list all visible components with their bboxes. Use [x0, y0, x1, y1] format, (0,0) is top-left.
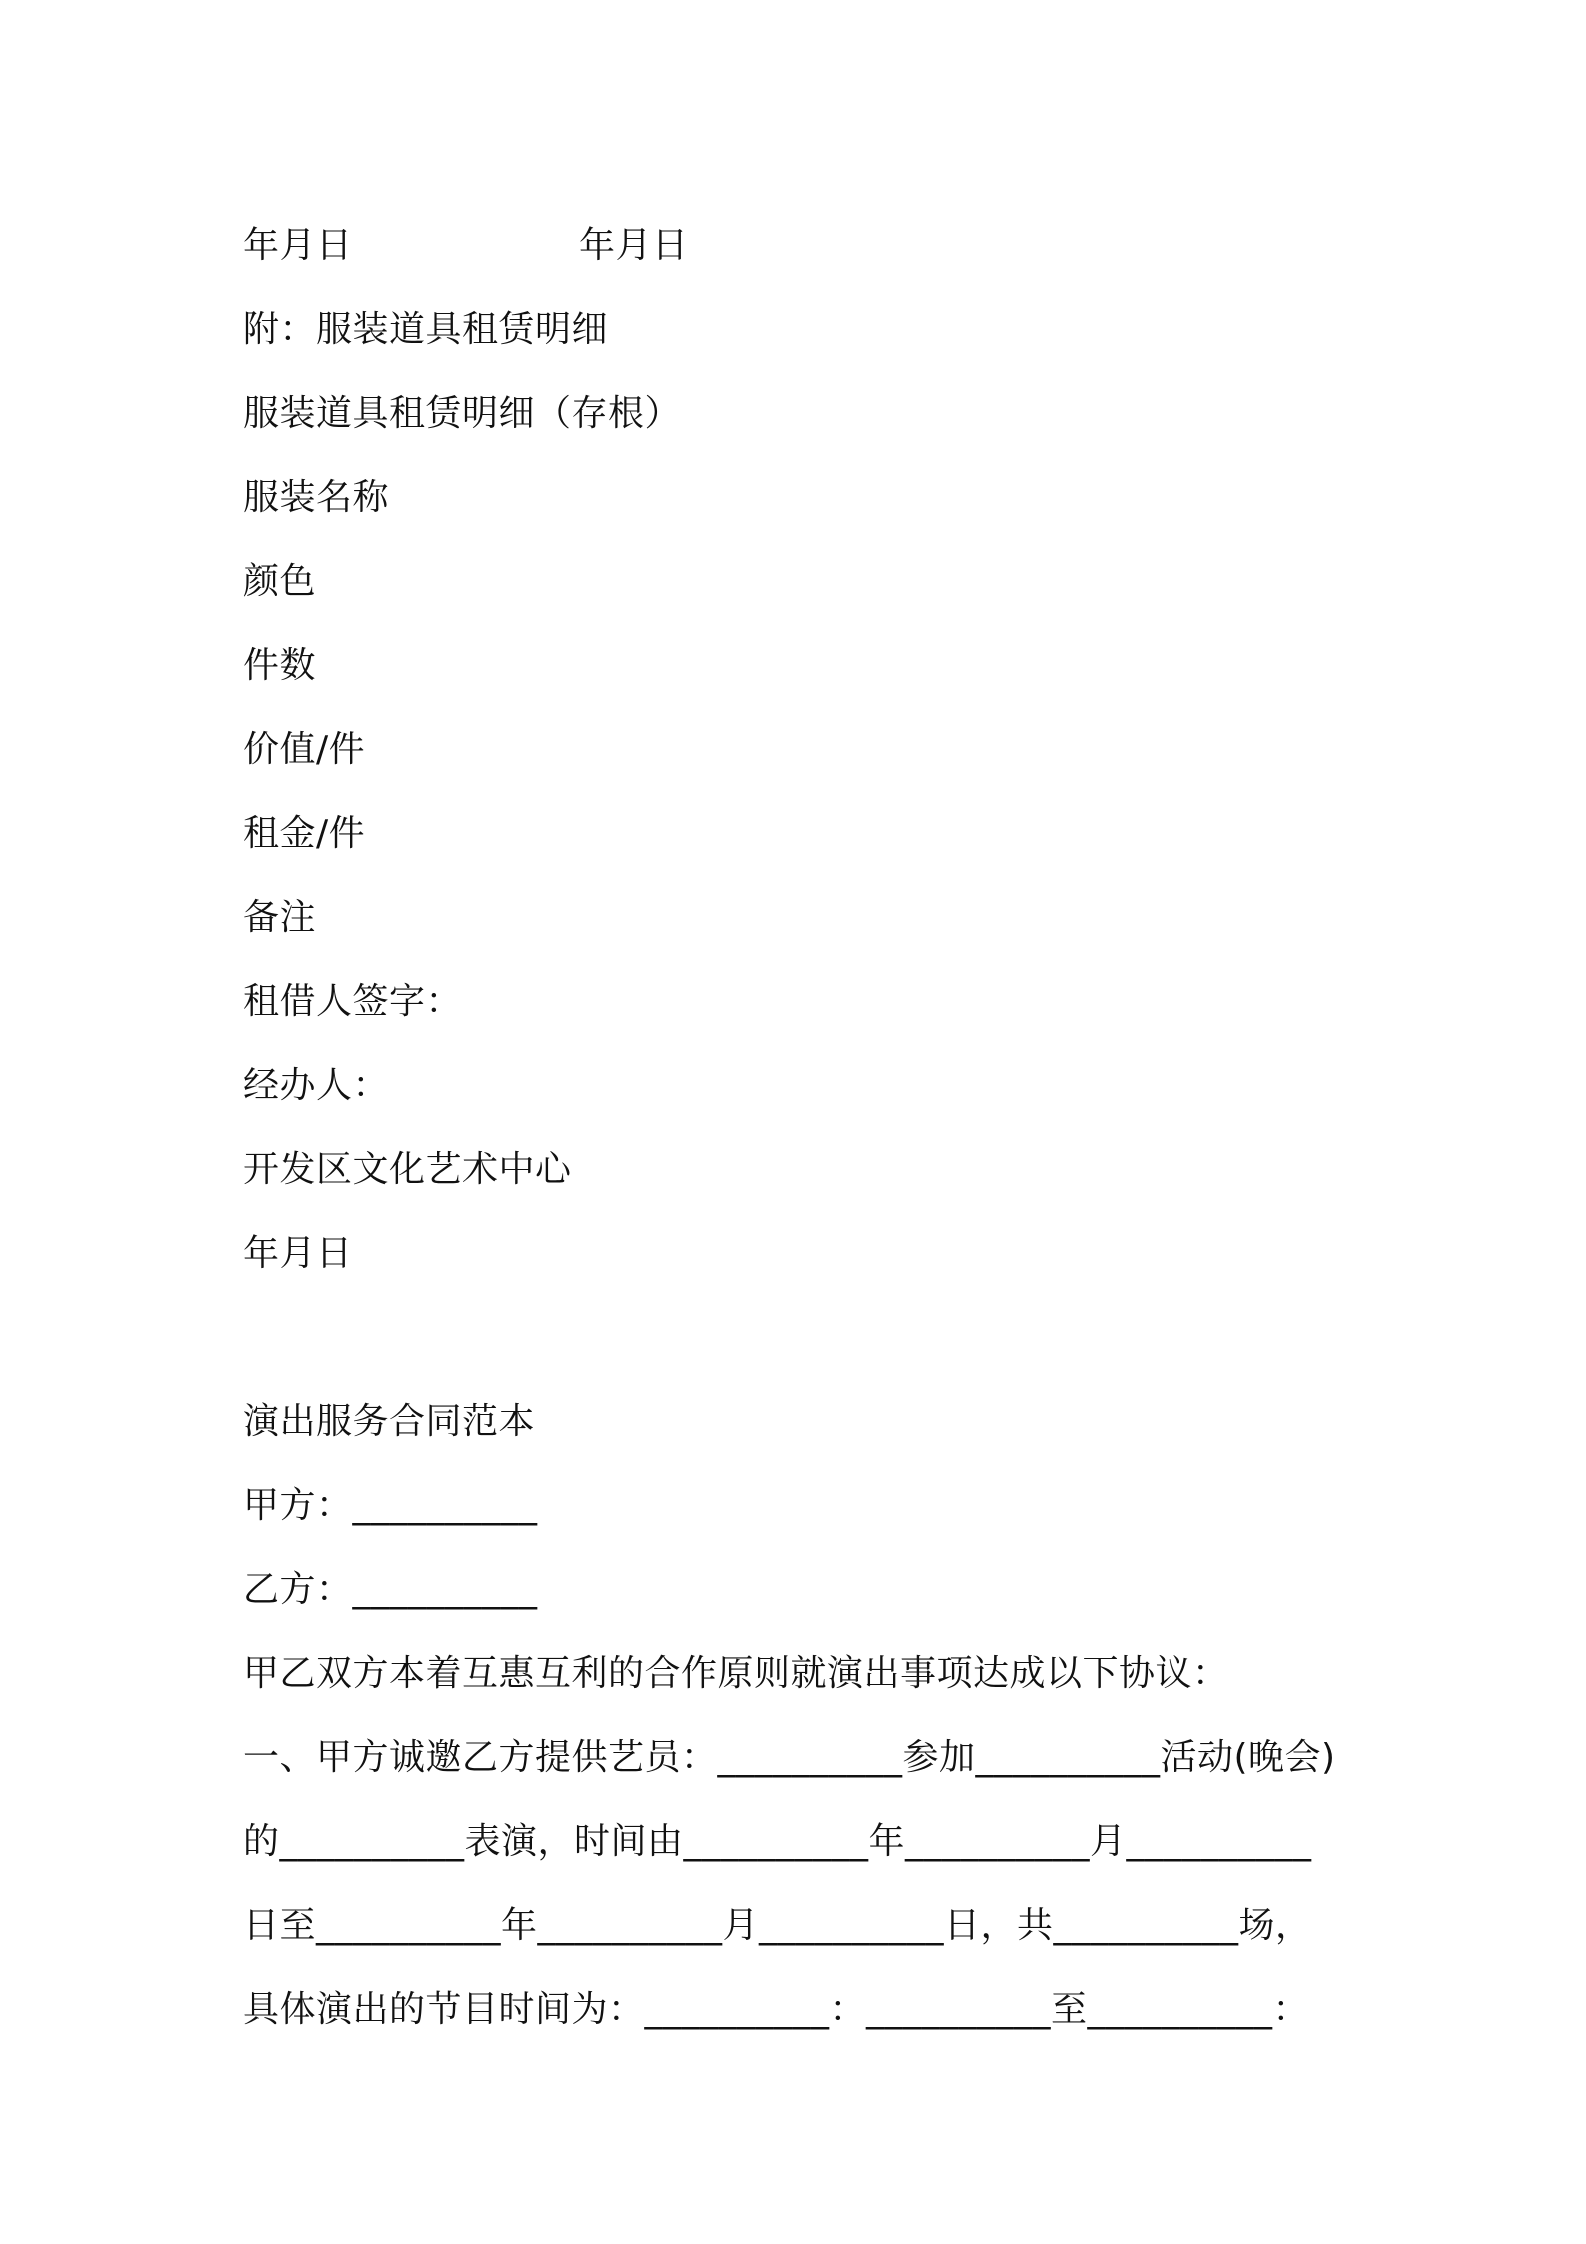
document-content	[243, 204, 1363, 2052]
clause-line: 具体演出的节目时间为：__________：__________至__________：	[243, 1989, 1310, 2030]
organization-name: 开发区文化艺术中心	[243, 1149, 572, 1190]
clause-line: 日至__________年__________月__________日，共__________场，	[243, 1905, 1312, 1946]
party-b: 乙方：__________	[243, 1569, 538, 1610]
contract-title: 演出服务合同范本	[243, 1401, 536, 1442]
date-left: 年月日	[243, 225, 353, 266]
renter-signature: 租借人签字：	[243, 981, 463, 1022]
field-remarks: 备注	[243, 897, 317, 938]
contract-intro: 甲乙双方本着互惠互利的合作原则就演出事项达成以下协议：	[243, 1653, 1229, 1694]
field-quantity: 件数	[243, 645, 317, 686]
date-bottom: 年月日	[243, 1233, 353, 1274]
handler-label: 经办人：	[243, 1065, 390, 1106]
party-a: 甲方：__________	[243, 1485, 538, 1526]
section-gap	[243, 1296, 1363, 1380]
field-rent-per-piece: 租金/件	[243, 813, 366, 854]
field-value-per-piece: 价值/件	[243, 729, 366, 770]
clause-line: 的__________表演，时间由__________年__________月__________	[243, 1821, 1312, 1862]
attachment-title: 附：服装道具租赁明细	[243, 309, 609, 350]
clause-line: 一、甲方诚邀乙方提供艺员：__________参加__________活动(晚会)	[243, 1737, 1336, 1778]
stub-title: 服装道具租赁明细（存根）	[243, 393, 682, 434]
date-right: 年月日	[579, 225, 689, 266]
signature-date-row	[243, 204, 1363, 288]
field-color: 颜色	[243, 561, 317, 602]
field-costume-name: 服装名称	[243, 477, 390, 518]
